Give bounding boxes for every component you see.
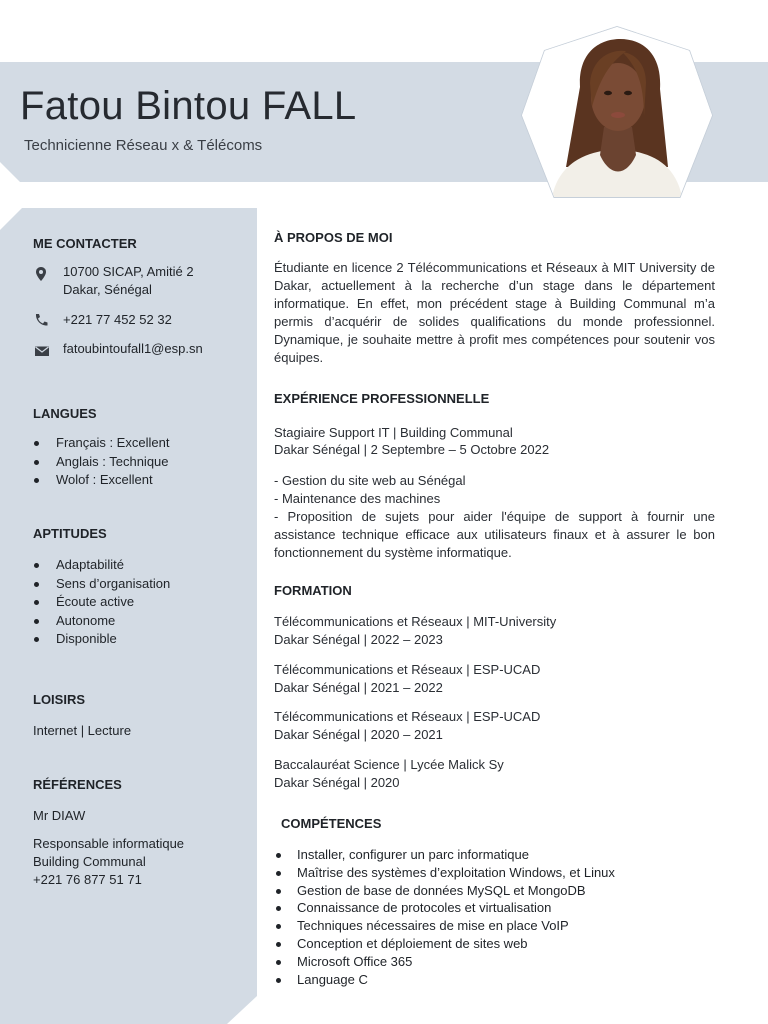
education-detail: Dakar Sénégal | 2020 – 2021 bbox=[274, 727, 443, 742]
list-item: Autonome bbox=[30, 612, 170, 631]
education-detail: Dakar Sénégal | 2022 – 2023 bbox=[274, 632, 443, 647]
list-item: Connaissance de protocoles et virtualisation bbox=[274, 899, 615, 917]
list-item: Installer, configurer un parc informatique bbox=[274, 846, 615, 864]
list-item: Adaptabilité bbox=[30, 556, 170, 575]
profile-photo-frame bbox=[521, 26, 713, 198]
education-detail: Dakar Sénégal | 2020 bbox=[274, 775, 400, 790]
profile-photo bbox=[522, 27, 712, 197]
languages-list bbox=[30, 434, 169, 490]
phone-icon bbox=[33, 312, 49, 328]
education-title: Baccalauréat Science | Lycée Malick Sy bbox=[274, 757, 504, 772]
envelope-icon bbox=[34, 343, 50, 359]
experience-role: Stagiaire Support IT | Building Communal bbox=[274, 425, 513, 440]
experience-task: - Proposition de sujets pour aider l'équipe de support à fournir une assistance technique efficace aux utilisateurs finaux et à assurer le bon fonctionnement du système informatique. bbox=[274, 509, 715, 560]
competences-list bbox=[274, 846, 615, 988]
list-item: Gestion de base de données MySQL et MongoDB bbox=[274, 882, 615, 900]
list-item: Sens d’organisation bbox=[30, 575, 170, 594]
list-item: Disponible bbox=[30, 630, 170, 649]
list-item: Microsoft Office 365 bbox=[274, 953, 615, 971]
candidate-name: Fatou Bintou FALL bbox=[20, 84, 357, 128]
references-heading: RÉFÉRENCES bbox=[33, 777, 122, 792]
skills-list bbox=[30, 556, 170, 649]
education-detail: Dakar Sénégal | 2021 – 2022 bbox=[274, 680, 443, 695]
about-heading: À PROPOS DE MOI bbox=[274, 230, 393, 245]
list-item: Wolof : Excellent bbox=[30, 471, 169, 490]
reference-role: Responsable informatique bbox=[33, 836, 185, 851]
education-heading: FORMATION bbox=[274, 583, 352, 598]
list-item: Écoute active bbox=[30, 593, 170, 612]
list-item: Conception et déploiement de sites web bbox=[274, 935, 615, 953]
list-item: Techniques nécessaires de mise en place VoIP bbox=[274, 917, 615, 935]
address-line-1: 10700 SICAP, Amitié 2 bbox=[63, 264, 194, 279]
skills-heading: APTITUDES bbox=[33, 526, 107, 541]
reference-phone: +221 76 877 51 71 bbox=[33, 872, 142, 887]
hobbies-heading: LOISIRS bbox=[33, 692, 86, 707]
experience-task: - Maintenance des machines bbox=[274, 491, 441, 506]
about-text: Étudiante en licence 2 Télécommunications et Réseaux à MIT University de Dakar, actuellement à la recherche d’un stage dans le département informatique. En effet, mon précédent stage à Building Communal m’a permis d’acquérir de solides qualifications du monde professionnel. Dynamique, je souhaite mettre à profit mes compétences pour soutenir vos équipes. bbox=[274, 260, 715, 365]
list-item: Français : Excellent bbox=[30, 434, 169, 453]
phone-number: +221 77 452 52 32 bbox=[63, 312, 172, 327]
portrait-image bbox=[522, 27, 712, 197]
education-title: Télécommunications et Réseaux | ESP-UCAD bbox=[274, 662, 541, 677]
experience-period: Dakar Sénégal | 2 Septembre – 5 Octobre 2022 bbox=[274, 442, 550, 457]
list-item: Anglais : Technique bbox=[30, 453, 169, 472]
contact-heading: ME CONTACTER bbox=[33, 236, 137, 251]
job-title: Technicienne Réseau x & Télécoms bbox=[24, 137, 263, 154]
list-item: Maîtrise des systèmes d’exploitation Windows, et Linux bbox=[274, 864, 615, 882]
address-line-2: Dakar, Sénégal bbox=[63, 282, 152, 297]
languages-heading: LANGUES bbox=[33, 406, 97, 421]
hobbies-text: Internet | Lecture bbox=[33, 723, 132, 738]
reference-name: Mr DIAW bbox=[33, 808, 86, 823]
email-address: fatoubintoufall1@esp.sn bbox=[63, 341, 203, 356]
competences-heading: COMPÉTENCES bbox=[281, 816, 382, 831]
map-pin-icon bbox=[33, 266, 49, 282]
experience-task: - Gestion du site web au Sénégal bbox=[274, 473, 466, 488]
list-item: Language C bbox=[274, 971, 615, 989]
education-title: Télécommunications et Réseaux | MIT-University bbox=[274, 614, 557, 629]
education-title: Télécommunications et Réseaux | ESP-UCAD bbox=[274, 709, 541, 724]
experience-heading: EXPÉRIENCE PROFESSIONNELLE bbox=[274, 391, 490, 406]
reference-company: Building Communal bbox=[33, 854, 146, 869]
